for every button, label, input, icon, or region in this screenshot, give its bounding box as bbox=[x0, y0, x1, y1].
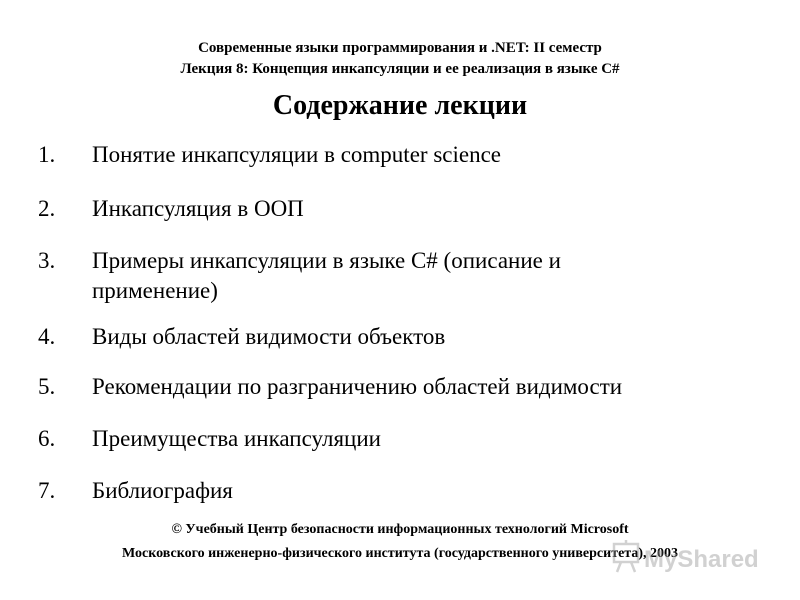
presentation-board-icon bbox=[612, 538, 762, 578]
watermark-logo bbox=[612, 538, 762, 578]
agenda-item-text: Рекомендации по разграничению областей видимости bbox=[92, 374, 623, 399]
slide-title: Содержание лекции bbox=[272, 90, 528, 121]
agenda-item-number: 2. bbox=[38, 196, 56, 221]
agenda-item-number: 3. bbox=[38, 248, 56, 273]
course-title: Современные языки программирования и .NET: II семестр bbox=[198, 40, 602, 56]
agenda-item-number: 7. bbox=[38, 478, 56, 503]
agenda-item-text: Понятие инкапсуляции в computer science bbox=[92, 142, 501, 167]
agenda-item-number: 1. bbox=[38, 142, 56, 167]
lecture-subtitle: Лекция 8: Концепция инкапсуляции и ее реализация в языке C# bbox=[180, 61, 620, 77]
agenda-item-text: Инкапсуляция в ООП bbox=[92, 196, 304, 221]
copyright-line-1: © Учебный Центр безопасности информационных технологий Microsoft bbox=[171, 522, 629, 537]
copyright-line-2: Московского инженерно-физического института (государственного университета), 2003 bbox=[121, 546, 679, 561]
agenda-item-number: 6. bbox=[38, 426, 56, 451]
agenda-item-text: Виды областей видимости объектов bbox=[92, 324, 446, 349]
agenda-item-text: Примеры инкапсуляции в языке C# (описание и применение) bbox=[92, 248, 561, 303]
agenda-item-text: Библиография bbox=[92, 478, 233, 503]
agenda-item-text: Преимущества инкапсуляции bbox=[92, 426, 381, 451]
course-header bbox=[0, 38, 800, 80]
agenda-item-number: 5. bbox=[38, 374, 56, 399]
agenda-item-number: 4. bbox=[38, 324, 56, 349]
watermark-text: MyShared bbox=[644, 546, 759, 573]
